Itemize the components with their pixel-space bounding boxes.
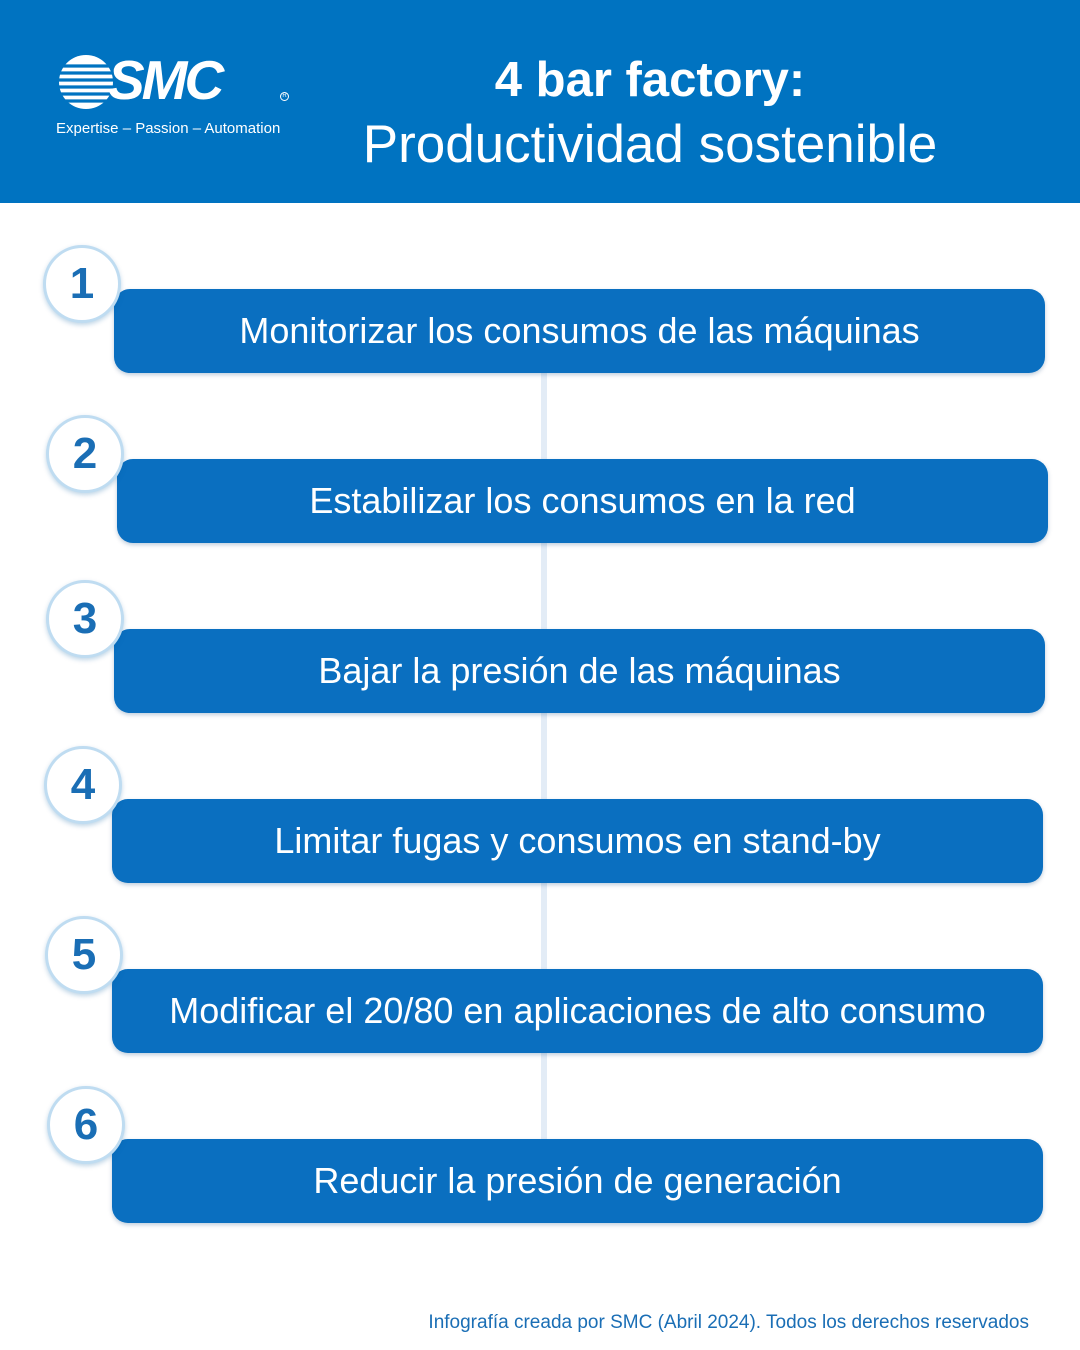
step-3-number-badge (46, 580, 124, 658)
step-1-text: Monitorizar los consumos de las máquinas (239, 310, 920, 351)
step-5-number: 5 (71, 930, 97, 979)
step-4 (0, 746, 1080, 886)
step-5-number-badge (45, 916, 123, 994)
step-4-bar (112, 799, 1043, 883)
step-6 (0, 1086, 1080, 1226)
step-6-bar (112, 1139, 1043, 1223)
registered-mark-icon: R (280, 92, 289, 101)
step-4-number: 4 (70, 760, 96, 809)
header-banner (0, 0, 1080, 203)
step-2 (0, 415, 1080, 555)
step-5 (0, 916, 1080, 1056)
step-2-number: 2 (72, 429, 98, 478)
step-6-number: 6 (73, 1100, 99, 1149)
step-4-number-badge (44, 746, 122, 824)
footer-credit: Infografía creada por SMC (Abril 2024). Todos los derechos reservados (428, 1312, 1029, 1333)
brand-tagline: Expertise – Passion – Automation (56, 120, 281, 137)
page-title: 4 bar factory: (494, 53, 806, 107)
smc-wordmark: SMC (108, 49, 222, 111)
smc-logo (56, 49, 296, 142)
step-2-text: Estabilizar los consumos en la red (309, 480, 856, 521)
step-2-number-badge (46, 415, 124, 493)
smc-logo-mark-icon (56, 52, 116, 112)
page-subtitle: Productividad sostenible (362, 115, 938, 174)
step-1 (0, 245, 1080, 385)
step-3-text: Bajar la presión de las máquinas (318, 650, 841, 691)
step-5-bar (112, 969, 1043, 1053)
step-2-bar (117, 459, 1048, 543)
step-6-number-badge (47, 1086, 125, 1164)
step-1-number-badge (43, 245, 121, 323)
step-1-bar (114, 289, 1045, 373)
step-4-text: Limitar fugas y consumos en stand-by (274, 820, 881, 861)
step-3-bar (114, 629, 1045, 713)
step-5-text: Modificar el 20/80 en aplicaciones de alto consumo (169, 990, 986, 1031)
step-1-number: 1 (69, 259, 95, 308)
step-3-number: 3 (72, 594, 98, 643)
step-3 (0, 580, 1080, 720)
step-6-text: Reducir la presión de generación (313, 1160, 842, 1201)
